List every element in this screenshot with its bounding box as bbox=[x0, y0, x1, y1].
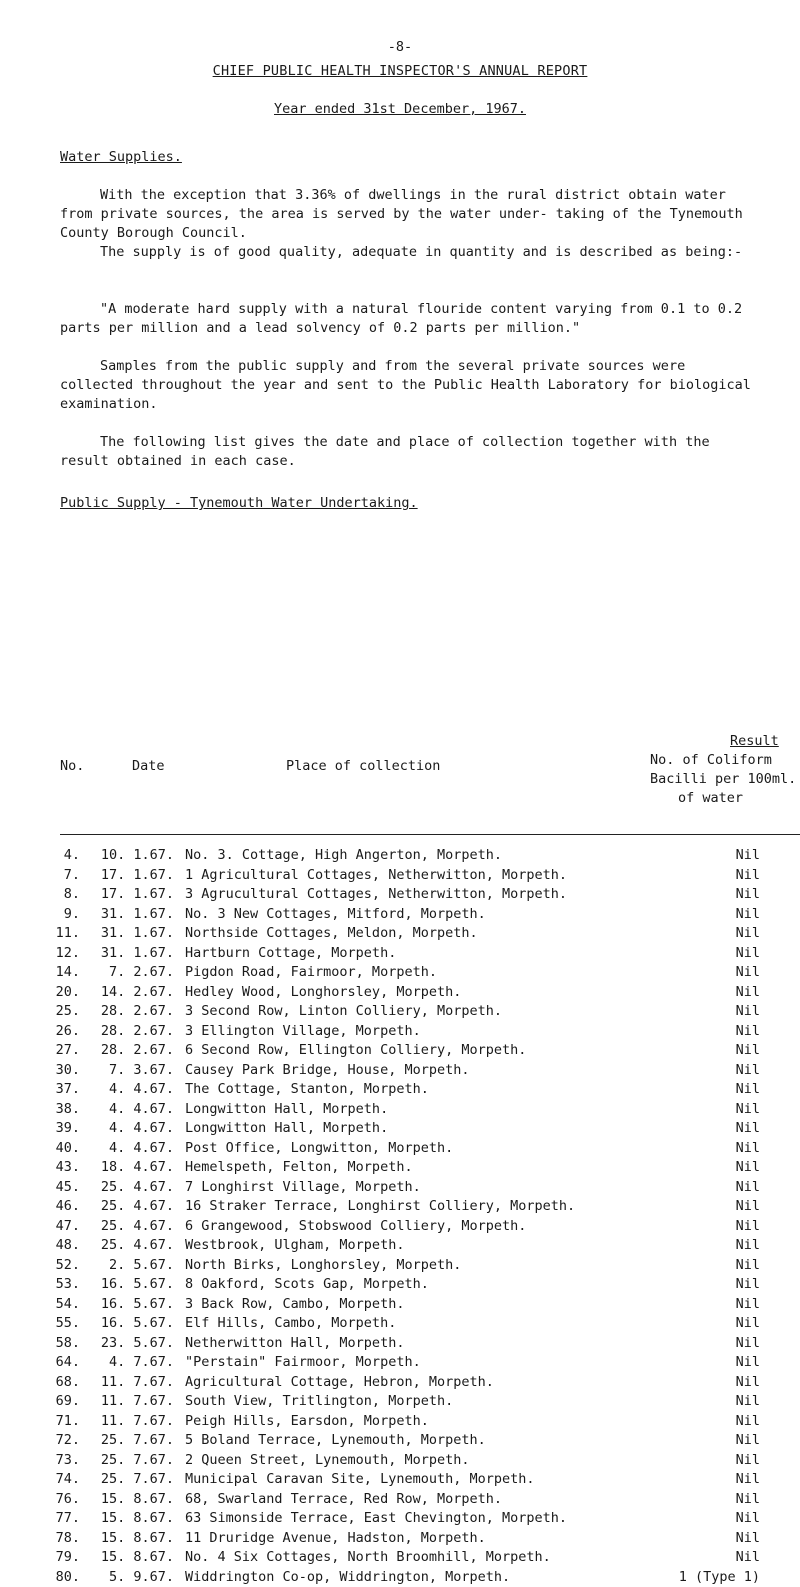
table-heading: Public Supply - Tynemouth Water Undertaking. bbox=[60, 494, 418, 513]
sample-number: 43. bbox=[48, 1158, 80, 1177]
collection-place: 3 Ellington Village, Morpeth. bbox=[185, 1022, 421, 1041]
sample-date: 25. 4.67. bbox=[82, 1197, 174, 1216]
sample-result: Nil bbox=[736, 1139, 760, 1158]
sample-number: 54. bbox=[48, 1295, 80, 1314]
sample-result: Nil bbox=[736, 1334, 760, 1353]
sample-number: 77. bbox=[48, 1509, 80, 1528]
sample-number: 71. bbox=[48, 1412, 80, 1431]
collection-place: Pigdon Road, Fairmoor, Morpeth. bbox=[185, 963, 437, 982]
sample-number: 72. bbox=[48, 1431, 80, 1450]
sample-number: 74. bbox=[48, 1470, 80, 1489]
sample-date: 16. 5.67. bbox=[82, 1275, 174, 1294]
result-line-1: No. of Coliform bbox=[650, 751, 800, 770]
collection-place: Post Office, Longwitton, Morpeth. bbox=[185, 1139, 453, 1158]
table-row bbox=[0, 1295, 800, 1315]
collection-place: Northside Cottages, Meldon, Morpeth. bbox=[185, 924, 478, 943]
sample-number: 52. bbox=[48, 1256, 80, 1275]
sample-number: 68. bbox=[48, 1373, 80, 1392]
sample-number: 58. bbox=[48, 1334, 80, 1353]
sample-result: Nil bbox=[736, 885, 760, 904]
collection-place: 8 Oakford, Scots Gap, Morpeth. bbox=[185, 1275, 429, 1294]
sample-number: 4. bbox=[48, 846, 80, 865]
paragraph-2 bbox=[60, 243, 760, 262]
page-number: -8- bbox=[0, 38, 800, 57]
collection-place: 3 Second Row, Linton Colliery, Morpeth. bbox=[185, 1002, 502, 1021]
paragraph-4 bbox=[60, 433, 760, 471]
sample-number: 53. bbox=[48, 1275, 80, 1294]
collection-place: 2 Queen Street, Lynemouth, Morpeth. bbox=[185, 1451, 469, 1470]
sample-date: 4. 4.67. bbox=[82, 1100, 174, 1119]
collection-place: 6 Grangewood, Stobswood Colliery, Morpeth. bbox=[185, 1217, 526, 1236]
sample-result: Nil bbox=[736, 1002, 760, 1021]
sample-date: 25. 7.67. bbox=[82, 1470, 174, 1489]
result-line-2: Bacilli per 100ml. bbox=[650, 770, 800, 789]
sample-result: Nil bbox=[736, 1412, 760, 1431]
sample-date: 16. 5.67. bbox=[82, 1314, 174, 1333]
sample-result: Nil bbox=[736, 1548, 760, 1567]
table-row bbox=[0, 924, 800, 944]
sample-table-body bbox=[0, 846, 800, 1587]
table-row bbox=[0, 1373, 800, 1393]
sample-number: 25. bbox=[48, 1002, 80, 1021]
sample-date: 28. 2.67. bbox=[82, 1022, 174, 1041]
sample-date: 4. 4.67. bbox=[82, 1119, 174, 1138]
sample-number: 39. bbox=[48, 1119, 80, 1138]
sample-number: 80. bbox=[48, 1568, 80, 1587]
sample-result: Nil bbox=[736, 1314, 760, 1333]
table-rule bbox=[60, 834, 800, 835]
sample-date: 31. 1.67. bbox=[82, 905, 174, 924]
sample-date: 10. 1.67. bbox=[82, 846, 174, 865]
collection-place: Hedley Wood, Longhorsley, Morpeth. bbox=[185, 983, 461, 1002]
report-title: CHIEF PUBLIC HEALTH INSPECTOR'S ANNUAL REPORT bbox=[0, 62, 800, 81]
sample-result: Nil bbox=[736, 1431, 760, 1450]
table-row bbox=[0, 1022, 800, 1042]
sample-date: 31. 1.67. bbox=[82, 924, 174, 943]
sample-number: 26. bbox=[48, 1022, 80, 1041]
sample-number: 27. bbox=[48, 1041, 80, 1060]
collection-place: Hemelspeth, Felton, Morpeth. bbox=[185, 1158, 413, 1177]
sample-number: 64. bbox=[48, 1353, 80, 1372]
collection-place: Longwitton Hall, Morpeth. bbox=[185, 1100, 388, 1119]
collection-place: No. 4 Six Cottages, North Broomhill, Morpeth. bbox=[185, 1548, 551, 1567]
paragraph-2-text: The supply is of good quality, adequate in quantity and is described as being:- bbox=[60, 243, 760, 262]
table-row bbox=[0, 885, 800, 905]
sample-number: 76. bbox=[48, 1490, 80, 1509]
col-result-header bbox=[650, 732, 800, 808]
sample-result: Nil bbox=[736, 1490, 760, 1509]
sample-result: Nil bbox=[736, 1529, 760, 1548]
collection-place: 63 Simonside Terrace, East Chevington, Morpeth. bbox=[185, 1509, 567, 1528]
table-row bbox=[0, 1529, 800, 1549]
table-row bbox=[0, 1119, 800, 1139]
table-row bbox=[0, 1041, 800, 1061]
sample-number: 69. bbox=[48, 1392, 80, 1411]
sample-number: 40. bbox=[48, 1139, 80, 1158]
table-row bbox=[0, 1509, 800, 1529]
col-place-header: Place of collection bbox=[286, 757, 440, 776]
sample-result: Nil bbox=[736, 963, 760, 982]
sample-result: Nil bbox=[736, 1197, 760, 1216]
sample-result: Nil bbox=[736, 924, 760, 943]
sample-number: 55. bbox=[48, 1314, 80, 1333]
collection-place: Elf Hills, Cambo, Morpeth. bbox=[185, 1314, 396, 1333]
collection-place: Municipal Caravan Site, Lynemouth, Morpeth. bbox=[185, 1470, 535, 1489]
collection-place: North Birks, Longhorsley, Morpeth. bbox=[185, 1256, 461, 1275]
sample-date: 7. 3.67. bbox=[82, 1061, 174, 1080]
sample-date: 18. 4.67. bbox=[82, 1158, 174, 1177]
sample-date: 14. 2.67. bbox=[82, 983, 174, 1002]
table-row bbox=[0, 846, 800, 866]
result-title: Result bbox=[730, 732, 800, 751]
sample-number: 48. bbox=[48, 1236, 80, 1255]
sample-date: 23. 5.67. bbox=[82, 1334, 174, 1353]
sample-number: 20. bbox=[48, 983, 80, 1002]
collection-place: Peigh Hills, Earsdon, Morpeth. bbox=[185, 1412, 429, 1431]
collection-place: 7 Longhirst Village, Morpeth. bbox=[185, 1178, 421, 1197]
collection-place: The Cottage, Stanton, Morpeth. bbox=[185, 1080, 429, 1099]
sample-number: 14. bbox=[48, 963, 80, 982]
collection-place: Causey Park Bridge, House, Morpeth. bbox=[185, 1061, 469, 1080]
table-row bbox=[0, 866, 800, 886]
sample-number: 37. bbox=[48, 1080, 80, 1099]
sample-result: Nil bbox=[736, 1256, 760, 1275]
sample-result: Nil bbox=[736, 866, 760, 885]
paragraph-3 bbox=[60, 357, 760, 414]
sample-number: 45. bbox=[48, 1178, 80, 1197]
sample-result: Nil bbox=[736, 1080, 760, 1099]
table-row bbox=[0, 944, 800, 964]
col-no-header: No. bbox=[60, 757, 84, 776]
sample-date: 25. 4.67. bbox=[82, 1236, 174, 1255]
sample-date: 17. 1.67. bbox=[82, 885, 174, 904]
sample-result: Nil bbox=[736, 1470, 760, 1489]
table-row bbox=[0, 1236, 800, 1256]
sample-date: 31. 1.67. bbox=[82, 944, 174, 963]
table-row bbox=[0, 1178, 800, 1198]
sample-number: 46. bbox=[48, 1197, 80, 1216]
sample-date: 28. 2.67. bbox=[82, 1041, 174, 1060]
sample-number: 79. bbox=[48, 1548, 80, 1567]
sample-number: 12. bbox=[48, 944, 80, 963]
table-row bbox=[0, 1353, 800, 1373]
sample-date: 25. 4.67. bbox=[82, 1217, 174, 1236]
sample-result: Nil bbox=[736, 1061, 760, 1080]
collection-place: 5 Boland Terrace, Lynemouth, Morpeth. bbox=[185, 1431, 486, 1450]
collection-place: 3 Back Row, Cambo, Morpeth. bbox=[185, 1295, 404, 1314]
sample-date: 25. 7.67. bbox=[82, 1431, 174, 1450]
paragraph-4-text: The following list gives the date and place of collection together with the result obtained in each case. bbox=[60, 433, 760, 471]
table-row bbox=[0, 1061, 800, 1081]
col-date-header: Date bbox=[132, 757, 165, 776]
sample-number: 11. bbox=[48, 924, 80, 943]
sample-result: Nil bbox=[736, 1353, 760, 1372]
table-row bbox=[0, 1158, 800, 1178]
table-row bbox=[0, 905, 800, 925]
sample-date: 25. 7.67. bbox=[82, 1451, 174, 1470]
sample-date: 28. 2.67. bbox=[82, 1002, 174, 1021]
table-row bbox=[0, 1568, 800, 1587]
sample-date: 15. 8.67. bbox=[82, 1548, 174, 1567]
sample-date: 15. 8.67. bbox=[82, 1509, 174, 1528]
sample-result: Nil bbox=[736, 1373, 760, 1392]
table-row bbox=[0, 1412, 800, 1432]
sample-date: 2. 5.67. bbox=[82, 1256, 174, 1275]
table-row bbox=[0, 1139, 800, 1159]
collection-place: Agricultural Cottage, Hebron, Morpeth. bbox=[185, 1373, 494, 1392]
sample-number: 78. bbox=[48, 1529, 80, 1548]
table-row bbox=[0, 1002, 800, 1022]
collection-place: 1 Agricultural Cottages, Netherwitton, Morpeth. bbox=[185, 866, 567, 885]
collection-place: Hartburn Cottage, Morpeth. bbox=[185, 944, 396, 963]
table-row bbox=[0, 963, 800, 983]
collection-place: Longwitton Hall, Morpeth. bbox=[185, 1119, 388, 1138]
collection-place: South View, Tritlington, Morpeth. bbox=[185, 1392, 453, 1411]
sample-date: 4. 7.67. bbox=[82, 1353, 174, 1372]
sample-date: 15. 8.67. bbox=[82, 1529, 174, 1548]
water-supplies-heading: Water Supplies. bbox=[60, 148, 182, 167]
sample-number: 7. bbox=[48, 866, 80, 885]
sample-result: Nil bbox=[736, 1100, 760, 1119]
sample-number: 73. bbox=[48, 1451, 80, 1470]
sample-number: 38. bbox=[48, 1100, 80, 1119]
sample-number: 47. bbox=[48, 1217, 80, 1236]
sample-date: 16. 5.67. bbox=[82, 1295, 174, 1314]
sample-date: 7. 2.67. bbox=[82, 963, 174, 982]
sample-result: Nil bbox=[736, 1119, 760, 1138]
table-row bbox=[0, 1490, 800, 1510]
sample-result: Nil bbox=[736, 1451, 760, 1470]
table-row bbox=[0, 1548, 800, 1568]
sample-result: Nil bbox=[736, 1178, 760, 1197]
sample-result: Nil bbox=[736, 1275, 760, 1294]
collection-place: Westbrook, Ulgham, Morpeth. bbox=[185, 1236, 404, 1255]
table-row bbox=[0, 1080, 800, 1100]
sample-result: Nil bbox=[736, 905, 760, 924]
sample-number: 8. bbox=[48, 885, 80, 904]
table-row bbox=[0, 1217, 800, 1237]
table-row bbox=[0, 1256, 800, 1276]
paragraph-1 bbox=[60, 186, 760, 243]
result-line-3: of water bbox=[678, 789, 800, 808]
sample-result: Nil bbox=[736, 846, 760, 865]
collection-place: Widdrington Co-op, Widdrington, Morpeth. bbox=[185, 1568, 510, 1587]
sample-date: 17. 1.67. bbox=[82, 866, 174, 885]
sample-date: 11. 7.67. bbox=[82, 1373, 174, 1392]
paragraph-3-text: Samples from the public supply and from the several private sources were collected throughout the year and sent to the Public Health Laboratory for biological examination. bbox=[60, 357, 760, 414]
quote-paragraph bbox=[60, 300, 760, 338]
table-row bbox=[0, 1392, 800, 1412]
sample-date: 15. 8.67. bbox=[82, 1490, 174, 1509]
collection-place: "Perstain" Fairmoor, Morpeth. bbox=[185, 1353, 421, 1372]
sample-date: 5. 9.67. bbox=[82, 1568, 174, 1587]
sample-number: 9. bbox=[48, 905, 80, 924]
sample-result: Nil bbox=[736, 1392, 760, 1411]
collection-place: 68, Swarland Terrace, Red Row, Morpeth. bbox=[185, 1490, 502, 1509]
collection-place: 3 Agrucultural Cottages, Netherwitton, Morpeth. bbox=[185, 885, 567, 904]
sample-date: 11. 7.67. bbox=[82, 1412, 174, 1431]
sample-date: 4. 4.67. bbox=[82, 1080, 174, 1099]
table-row bbox=[0, 1334, 800, 1354]
table-row bbox=[0, 1100, 800, 1120]
table-row bbox=[0, 1275, 800, 1295]
sample-date: 4. 4.67. bbox=[82, 1139, 174, 1158]
table-row bbox=[0, 1451, 800, 1471]
sample-result: Nil bbox=[736, 1217, 760, 1236]
table-row bbox=[0, 983, 800, 1003]
sample-result: Nil bbox=[736, 1509, 760, 1528]
sample-result: Nil bbox=[736, 1158, 760, 1177]
table-row bbox=[0, 1197, 800, 1217]
table-row bbox=[0, 1431, 800, 1451]
sample-result: Nil bbox=[736, 944, 760, 963]
sample-result: 1 (Type 1) bbox=[679, 1568, 760, 1587]
paragraph-1-text: With the exception that 3.36% of dwellings in the rural district obtain water from private sources, the area is served by the water under- taking of the Tynemouth County Borough Council. bbox=[60, 186, 760, 243]
collection-place: No. 3. Cottage, High Angerton, Morpeth. bbox=[185, 846, 502, 865]
sample-date: 11. 7.67. bbox=[82, 1392, 174, 1411]
sample-result: Nil bbox=[736, 1236, 760, 1255]
sample-number: 30. bbox=[48, 1061, 80, 1080]
sample-result: Nil bbox=[736, 1295, 760, 1314]
table-row bbox=[0, 1470, 800, 1490]
collection-place: 11 Druridge Avenue, Hadston, Morpeth. bbox=[185, 1529, 486, 1548]
sample-result: Nil bbox=[736, 1041, 760, 1060]
sample-date: 25. 4.67. bbox=[82, 1178, 174, 1197]
collection-place: 6 Second Row, Ellington Colliery, Morpeth. bbox=[185, 1041, 526, 1060]
quote-text: "A moderate hard supply with a natural flouride content varying from 0.1 to 0.2 parts per million and a lead solvency of 0.2 parts per million." bbox=[60, 300, 760, 338]
collection-place: 16 Straker Terrace, Longhirst Colliery, Morpeth. bbox=[185, 1197, 575, 1216]
sample-result: Nil bbox=[736, 983, 760, 1002]
collection-place: Netherwitton Hall, Morpeth. bbox=[185, 1334, 404, 1353]
sample-result: Nil bbox=[736, 1022, 760, 1041]
table-row bbox=[0, 1314, 800, 1334]
year-line: Year ended 31st December, 1967. bbox=[0, 100, 800, 119]
collection-place: No. 3 New Cottages, Mitford, Morpeth. bbox=[185, 905, 486, 924]
